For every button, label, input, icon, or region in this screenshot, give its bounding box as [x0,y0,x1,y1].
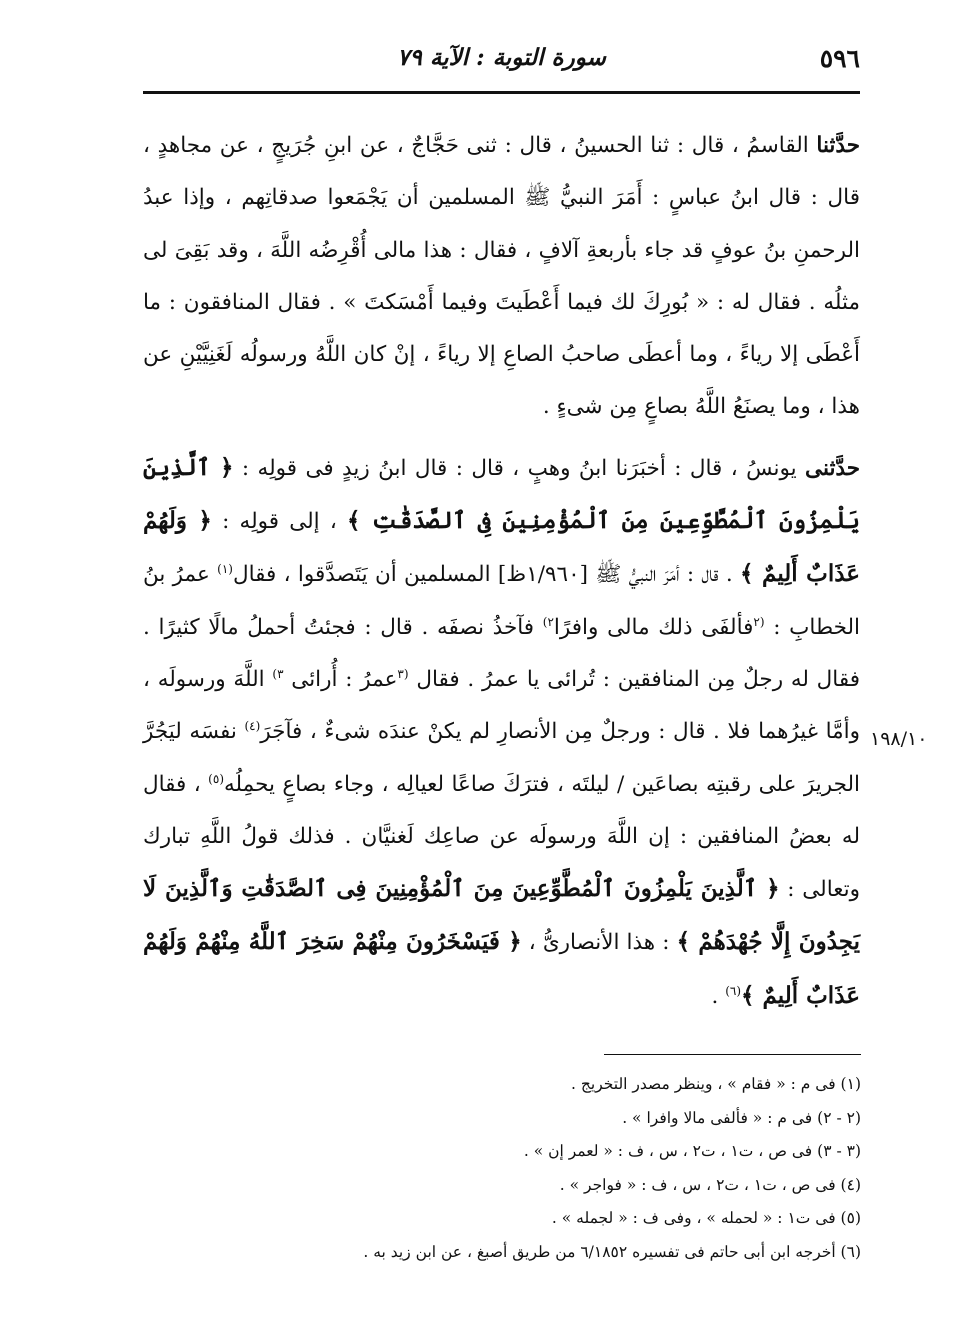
paragraph-text: . [711,983,726,1009]
paragraph-text: ، فقال له بعضُ المنافقين : إن اللَّهَ ورسولَه عن صاعِك لَغنيَّان . فذلك قولُ اللَّهِ تبارك وتعالى : [143,771,860,903]
paragraph-text: فآخذُ نصفَه . قال : فجئتُ أحملُ مالًا كثيرًا . فقال له رجلٌ مِن المنافقين : تُرائى يا عمرُ . فقال [143,614,861,692]
quran-verse: ﴿ وَلَهُمْ عَذَابٌ أَلِيمٌ ﴾ [143,507,861,588]
paragraph-text: نفسَه ليَجُرَّ الجريرَ على رقبتِه بصاعَين / ليلتَه ، فترَكَ صاعًا لعيالِه ، وجاء بصاعٍ يحمِلُه [143,719,860,797]
quran-verse: ﴿ فَيَسْخَرُونَ مِنْهُمْ سَخِرَ ٱللَّهُ مِنْهُمْ وَلَهُمْ عَذَابٌ أَلِيمٌ ﴾ [143,928,860,1009]
paragraph-text: عمرُ بنُ الخطابِ : [143,562,861,640]
paragraph-lead: حدَّثنى [805,455,860,481]
footnotes [250,1068,861,1270]
running-head: سورة التوبة : الآية ٧٩ [397,44,606,71]
header-rule [143,91,860,94]
footnote: (٥) فى ت١ : « لحمله » ، وفى ف : « لجمله » . [551,1209,861,1228]
paragraph-text: : هذا الأنصارىُّ ، [521,930,677,956]
margin-reference: ١٩٨/١٠ [870,728,928,750]
footnote-marker: (٤) [244,719,261,734]
paragraph-text: ، إلى قولِه : [211,509,348,535]
main-text [143,120,860,1023]
footnote: (١) فى م : « فقام » ، وينظر مصدر التخريج . [571,1075,861,1093]
footnote-marker: ٣) [272,666,284,681]
quran-verse: ﴿ ٱلَّذِينَ يَلْمِزُونَ ٱلْمُطَّوِّعِينَ مِنَ ٱلْمُؤْمِنِينَ فِى ٱلصَّدَقَٰتِ وَٱلَّذِينَ لَا يَجِدُونَ إِلَّا جُهْدَهُمْ ﴾ [143,875,861,956]
footnote-marker: (١) [217,562,233,577]
paragraph-text: . قال : أمَرَ النبيُّ ﷺ [١/٩٦٠ظ] المسلمين أن يَتَصدَّقوا ، فقال [232,562,741,588]
paragraph-text: القاسمُ ، قال : ثنا الحسينُ ، قال : ثنى حَجَّاجٌ ، عن ابنِ جُرَيجٍ ، عن مجاهدٍ ، قال : قال ابنُ عباسٍ : أَمَرَ النبيُّ ﷺ المسلمين أن يَجْمَعوا صدقاتِهم ، وإذا عبدُ الرحمنِ بنُ عوفٍ قد جاء بأربعةِ آلافٍ ، فقال : هذا مالى أُقْرِضُه اللَّهَ ، وقد بَقِىَ لى مثلُه . فقال له : « بُورِكَ لك فيما أَعْطَيتَ وفيما أَمْسَكتَ » . فقال المنافقون : ما أَعْطَى إلا رياءً ، وما أعطَى صاحبُ الصاعِ إلا رياءً ، إنْ كان اللَّهُ ورسولُه لَغَنِيَّيْنِ عن هذا ، وما يصنَعُ اللَّهُ بصاعٍ مِن شىءٍ . [143,133,860,420]
page-number: ٥٩٦ [819,44,860,73]
footnote: (٦) أخرجه ابن أبى حاتم فى تفسيره ٦/١٨٥٢ من طريق أصبغ ، عن ابن زيد به . [363,1242,861,1261]
footnote-marker: (٣ [397,666,409,681]
paragraph-text: فألفَى ذلك مالى وافرًا [553,614,754,640]
quran-verse: ﴿ ٱلَّذِينَ يَلْمِزُونَ ٱلْمُطَّوِّعِينَ مِنَ ٱلْمُؤْمِنِينَ فِى ٱلصَّدَقَٰتِ ﴾ [143,453,861,535]
footnote: (٤) فى ص ، ت١ ، ت٢ ، س ، ف : « فواجر » . [559,1175,861,1194]
footnote-marker: (٥) [208,771,224,786]
footnote: (٢ - ٢) فى م : « فألفى مالا وافرا » . [622,1108,861,1127]
paragraph-lead: حدَّثنا [816,133,860,158]
paragraph-text: اللَّهَ ورسولَه ، وأمَّا غيرُهما فلا . قال : ورجلٌ مِن الأنصارِ لم يكنْ عندَه شىءٌ ، فآجَرَ [143,666,860,745]
paragraph-text: عمرُ : أُرائى [283,666,398,692]
footnote-rule [604,1054,861,1055]
footnote: (٣ - ٣) فى ص ، ت١ ، ت٢ ، س ، ف : « لعمر إن » . [523,1142,861,1161]
footnote-marker: (٦) [725,983,742,998]
paragraph-2 [143,442,860,1023]
page-header [143,38,860,82]
footnote-marker: ٢) [542,614,554,629]
paragraph-text: يونسُ ، قال : أخبَرَنا ابنُ وهبٍ ، قال : قال ابنُ زيدٍ فى قولِه : [233,455,806,481]
footnote-marker: (٢ [753,614,765,629]
paragraph-1 [143,120,860,434]
